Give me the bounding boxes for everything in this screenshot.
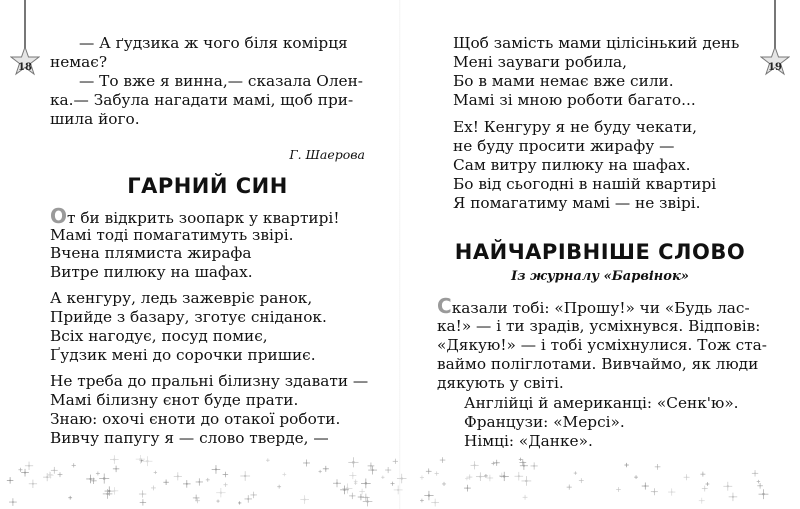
text-line: Я помагатиму мамі — не звірі.: [453, 194, 701, 212]
text-line: Мамі тоді помагатимуть звірі.: [50, 226, 294, 244]
text-line: Ех! Кенгуру я не буду чекати,: [453, 118, 698, 136]
sparkle-icon: [491, 461, 495, 465]
sparkle-icon: [668, 488, 675, 495]
text-line: Щоб замість мами цілісінький день: [453, 34, 740, 52]
text-line: Мені зауваги робила,: [453, 53, 628, 71]
article-subtitle: Із журналу «Барвінок»: [511, 269, 689, 284]
sparkle-icon: [349, 493, 355, 499]
sparkle-icon: [282, 473, 286, 477]
text-line: Бо від сьогодні в нашій квартирі: [453, 175, 717, 193]
text-line: Сам витру пилюку на шафах.: [453, 156, 691, 174]
sparkle-icon: [183, 480, 191, 488]
page-number-ornament: [10, 0, 40, 80]
sparkle-icon: [223, 483, 227, 487]
sparkle-icon: [266, 458, 270, 462]
text-line: ка.— Забула нагадати мамі, щоб при-: [50, 91, 354, 109]
sparkle-icon: [368, 463, 375, 470]
text-line: Французи: «Мерсі».: [464, 413, 625, 431]
sparkle-icon: [362, 494, 369, 501]
sparkle-icon: [196, 478, 203, 485]
sparkle-icon: [193, 495, 200, 502]
sparkle-icon: [223, 472, 229, 478]
text-line: ка!» — і ти зрадів, усміхнувся. Відповів:: [437, 317, 761, 335]
text-line: Вивчу папугу я — слово тверде, —: [50, 429, 329, 447]
drop-cap: С: [437, 294, 452, 318]
sparkle-icon: [442, 482, 446, 486]
sparkle-icon: [300, 495, 309, 504]
sparkle-icon: [393, 459, 398, 464]
sparkle-icon: [476, 472, 485, 481]
sparkle-icon: [9, 498, 17, 506]
text-line: А кенгуру, ледь зажевріє ранок,: [50, 289, 313, 307]
sparkle-icon: [139, 490, 146, 497]
sparkle-icon: [523, 495, 528, 500]
sparkle-icon: [520, 462, 528, 470]
sparkle-icon: [68, 496, 72, 500]
sparkle-icon: [759, 489, 769, 499]
sparkle-icon: [140, 499, 146, 505]
sparkle-icon: [277, 485, 281, 489]
sparkle-icon: [394, 485, 403, 494]
sparkle-icon: [431, 499, 439, 507]
sparkle-icon: [136, 455, 145, 464]
sparkle-icon: [699, 498, 705, 504]
sparkle-icon: [163, 479, 168, 484]
sparkle-icon: [363, 497, 373, 507]
ornament-thread: [774, 0, 776, 48]
text-line: Бо в мами немає вже сили.: [453, 72, 674, 90]
right-page: [400, 0, 800, 509]
sparkle-icon: [624, 463, 628, 467]
sparkle-icon: [435, 471, 439, 475]
sparkle-icon: [111, 487, 118, 494]
sparkle-icon: [567, 485, 572, 490]
sparkle-icon: [634, 475, 638, 479]
sparkle-icon: [29, 480, 37, 488]
text-line: Знаю: охочі єноти до отакої роботи.: [50, 410, 341, 428]
text-line: Прийде з базару, зготує сніданок.: [50, 308, 327, 326]
poem-title: ГАРНИЙ СИН: [127, 174, 288, 198]
text-line: «Дякую!» — і тобі усміхнулися. Тож ста-: [437, 336, 767, 354]
sparkle-icon: [484, 474, 488, 478]
sparkle-icon: [212, 465, 221, 474]
sparkle-icon: [385, 467, 391, 473]
sparkle-icon: [349, 472, 356, 479]
text-line: Ґудзик мені до сорочки пришиє.: [50, 346, 316, 364]
text-line-rest: т би відкрить зоопарк у квартирі!: [67, 209, 340, 227]
sparkle-icon: [700, 472, 705, 477]
sparkle-icon: [319, 470, 322, 473]
text-line: [50, 206, 339, 228]
author-signature: Г. Шаерова: [289, 147, 365, 162]
sparkle-icon: [323, 466, 329, 472]
text-line: Англійці й американці: «Сенк'ю».: [464, 394, 739, 412]
drop-cap: О: [50, 204, 68, 228]
sparkle-icon: [684, 474, 690, 480]
sparkle-icon: [348, 457, 358, 467]
text-line: ваймо поліглотами. Вивчаймо, як люди: [437, 355, 759, 373]
sparkle-icon: [467, 474, 472, 479]
text-line: [437, 296, 750, 318]
page-number: 19: [768, 62, 782, 73]
article-title: НАЙЧАРІВНІШЕ СЛОВО: [454, 240, 746, 264]
text-line: шила його.: [50, 110, 140, 128]
sparkle-icon: [521, 476, 531, 486]
text-line: немає?: [50, 53, 108, 71]
sparkle-icon: [7, 477, 14, 484]
sparkle-icon: [381, 476, 384, 479]
sparkle-icon: [216, 499, 219, 502]
sparkle-icon: [579, 478, 584, 483]
sparkle-icon: [440, 457, 446, 463]
text-line: Мамі зі мною роботи багато...: [453, 91, 696, 109]
text-line: дякують у світі.: [437, 374, 564, 392]
text-line: Не треба до пральні білизну здавати —: [50, 372, 369, 390]
sparkle-icon: [391, 482, 395, 486]
sparkle-icon: [154, 471, 157, 474]
sparkle-icon: [216, 488, 225, 497]
sparkle-icon: [18, 468, 22, 472]
sparkle-icon: [99, 474, 109, 484]
sparkle-icon: [420, 499, 424, 503]
sparkle-icon: [702, 486, 708, 492]
sparkle-icon: [342, 483, 352, 493]
sparkle-icon: [142, 456, 152, 466]
sparkle-icon: [426, 468, 432, 474]
sparkle-icon: [471, 461, 479, 469]
sparkle-icon: [110, 455, 119, 464]
sparkle-icon: [113, 466, 119, 472]
text-line: Всіх нагодує, посуд помиє,: [50, 327, 268, 345]
sparkle-icon: [151, 485, 156, 490]
sparkle-icon: [206, 478, 210, 482]
sparkle-icon: [464, 485, 471, 492]
sparkle-border-decoration: [0, 455, 800, 509]
sparkle-icon: [359, 489, 365, 495]
sparkle-icon: [333, 479, 341, 487]
sparkle-icon: [655, 464, 661, 470]
sparkle-icon: [72, 463, 76, 467]
sparkle-icon: [303, 460, 310, 467]
sparkle-icon: [238, 501, 241, 504]
sparkle-icon: [616, 487, 621, 492]
sparkle-icon: [500, 472, 509, 481]
sparkle-icon: [240, 471, 250, 481]
sparkle-icon: [706, 482, 710, 486]
sparkle-icon: [368, 466, 377, 475]
page-number: 18: [18, 62, 32, 73]
text-line: — То вже я винна,— сказала Олен-: [79, 72, 363, 90]
sparkle-icon: [651, 488, 658, 495]
sparkle-icon: [642, 482, 649, 489]
text-line-rest: казали тобі: «Прошу!» чи «Будь лас-: [451, 299, 750, 317]
sparkle-icon: [397, 474, 407, 484]
text-line: Вчена плямиста жирафа: [50, 244, 252, 262]
sparkle-icon: [420, 476, 424, 480]
sparkle-icon: [729, 493, 738, 502]
ornament-thread: [24, 0, 26, 48]
sparkle-icon: [531, 462, 538, 469]
sparkle-icon: [51, 467, 58, 474]
page-number-ornament: [760, 0, 790, 80]
sparkle-icon: [250, 492, 257, 499]
sparkle-icon: [58, 472, 63, 477]
text-line: не буду просити жирафу —: [453, 137, 675, 155]
sparkle-icon: [25, 462, 33, 470]
sparkle-icon: [519, 458, 522, 461]
sparkle-icon: [515, 472, 524, 481]
sparkle-icon: [174, 472, 182, 480]
sparkle-icon: [723, 482, 732, 491]
sparkle-icon: [574, 471, 577, 474]
sparkle-icon: [752, 470, 758, 476]
text-line: — А ґудзика ж чого біля комірця: [79, 34, 348, 52]
sparkle-icon: [424, 491, 433, 500]
sparkle-icon: [354, 482, 357, 485]
sparkle-icon: [244, 495, 252, 503]
sparkle-icon: [96, 471, 100, 475]
sparkle-icon: [358, 494, 364, 500]
sparkle-icon: [757, 480, 760, 483]
sparkle-icon: [757, 483, 763, 489]
text-line: Німці: «Данке».: [464, 432, 593, 450]
sparkle-icon: [361, 479, 371, 489]
text-line: Мамі білизну єнот буде прати.: [50, 391, 299, 409]
sparkle-icon: [494, 460, 500, 466]
text-line: Витре пилюку на шафах.: [50, 263, 253, 281]
